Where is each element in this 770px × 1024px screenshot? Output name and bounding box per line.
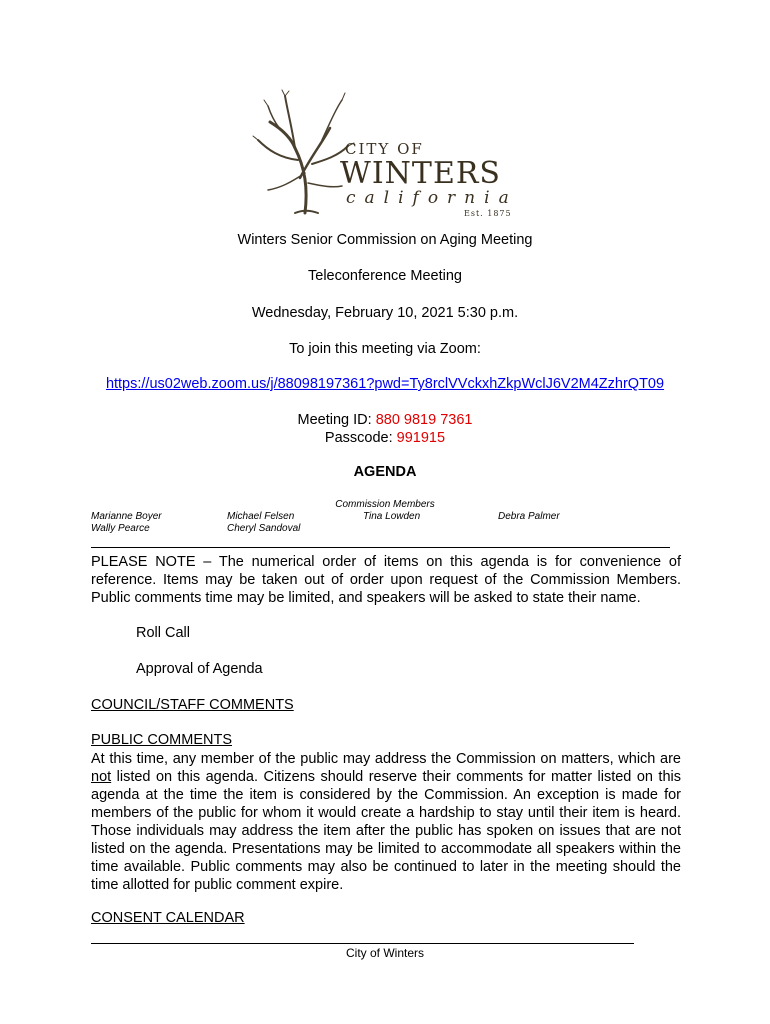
members-divider bbox=[91, 547, 670, 548]
member-col4-1: Debra Palmer bbox=[498, 511, 560, 522]
item-approval-of-agenda: Approval of Agenda bbox=[136, 661, 263, 677]
zoom-link[interactable]: https://us02web.zoom.us/j/88098197361?pwd=Ty8rclVVckxhZkpWclJ6V2M4ZzhrQT09 bbox=[105, 376, 665, 392]
member-col3-1: Tina Lowden bbox=[363, 511, 421, 522]
section-council-staff-comments: COUNCIL/STAFF COMMENTS bbox=[91, 697, 294, 713]
logo-california: california bbox=[346, 188, 518, 208]
agenda-heading: AGENDA bbox=[353, 464, 417, 480]
meeting-id-label: Meeting ID: bbox=[297, 412, 372, 428]
public-comments-post: listed on this agenda. Citizens should reserve their comments for matter listed on this agenda at the time the item is considered by the Commission. An exception is made for members of the public for whom it would create a hardship to stay until their item is heard. Those individuals may address the item after the public has spoken on issues that are not listed on the agenda. Presentations may be limited to accommodate all speakers within the time available. Public comments may also be continued to later in the meeting should the time allotted for public comment expire. bbox=[91, 769, 681, 893]
tree-icon bbox=[253, 90, 354, 213]
public-comments-pre: At this time, any member of the public may address the Commission on matters, which are bbox=[91, 751, 681, 767]
footer-divider bbox=[91, 943, 634, 944]
members-heading: Commission Members bbox=[335, 499, 435, 510]
section-consent-calendar: CONSENT CALENDAR bbox=[91, 910, 245, 926]
passcode-value: 991915 bbox=[396, 430, 446, 446]
member-col1-2: Wally Pearce bbox=[91, 523, 150, 534]
meeting-title: Winters Senior Commission on Aging Meeting bbox=[237, 232, 533, 248]
public-comments-text bbox=[91, 750, 681, 894]
item-roll-call: Roll Call bbox=[136, 625, 190, 641]
member-col2-2: Cheryl Sandoval bbox=[227, 523, 301, 534]
passcode-label: Passcode: bbox=[324, 430, 393, 446]
member-col1-1: Marianne Boyer bbox=[91, 511, 162, 522]
section-public-comments: PUBLIC COMMENTS bbox=[91, 732, 232, 748]
zoom-join-text: To join this meeting via Zoom: bbox=[289, 341, 481, 357]
logo-established: Est. 1875 bbox=[464, 209, 512, 218]
meeting-datetime: Wednesday, February 10, 2021 5:30 p.m. bbox=[251, 305, 519, 321]
please-note: PLEASE NOTE – The numerical order of items on this agenda is for convenience of reference. Items may be taken out of order upon request of the Commission Members. Public comments time may be limited, and speakers will be asked to state their name. bbox=[91, 554, 681, 606]
meeting-subtitle: Teleconference Meeting bbox=[308, 268, 462, 284]
passcode-row bbox=[0, 430, 770, 446]
logo-city-of: CITY OF bbox=[345, 140, 424, 158]
zoom-link-row bbox=[0, 376, 770, 392]
meeting-id-row bbox=[0, 412, 770, 428]
city-of-winters-logo bbox=[250, 88, 530, 223]
member-col2-1: Michael Felsen bbox=[227, 511, 295, 522]
logo-winters: WINTERS bbox=[340, 156, 501, 191]
public-comments-not: not bbox=[91, 769, 112, 785]
meeting-id-value: 880 9819 7361 bbox=[375, 412, 473, 428]
footer-text: City of Winters bbox=[345, 946, 424, 960]
